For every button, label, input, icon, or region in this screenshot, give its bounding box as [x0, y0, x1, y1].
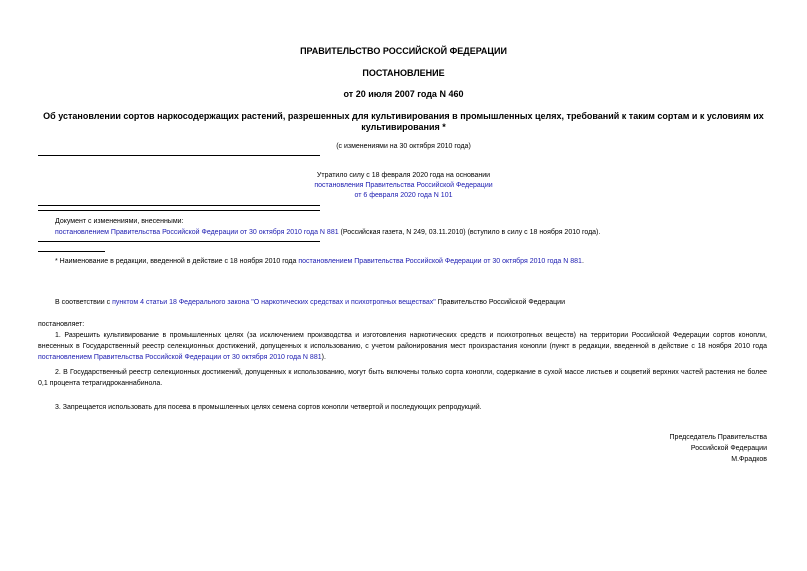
divider-4: [38, 241, 320, 242]
footnote-suffix: .: [581, 258, 584, 265]
changes-label: Документ с изменениями, внесенными:: [55, 218, 184, 225]
divider-3: [38, 210, 320, 211]
intro-suffix: Правительство Российской Федерации: [435, 299, 565, 306]
document-date: от 20 июля 2007 года N 460: [343, 89, 464, 99]
status-line: Утратило силу с 18 февраля 2020 года на основании: [316, 172, 491, 179]
footnote-link[interactable]: постановлением Правительства Российской Федерации от 30 октября 2010 года N 881: [298, 258, 582, 265]
footnote: [55, 256, 584, 267]
signature-block: [670, 432, 767, 465]
paragraph-1-suffix: ).: [321, 354, 326, 361]
paragraph-2: 2. В Государственный реестр селекционных достижений, допущенных к использованию, могут быть включены только сорта конопли, содержание в сухой массе листьев и соцветий верхних частей растения не более 0,1 процента тетрагидроканнабинола.: [38, 369, 767, 387]
authority-heading: ПРАВИТЕЛЬСТВО РОССИЙСКОЙ ФЕДЕРАЦИИ: [300, 46, 507, 56]
document-title: Об установлении сортов наркосодержащих растений, разрешенных для культивирования в промышленных целях, требований к таким сортам и к условиям их культивирования *: [43, 111, 764, 132]
law-link[interactable]: пунктом 4 статьи 18 Федерального закона "О наркотических средствах и психотропных веществах": [112, 299, 436, 306]
changes-line: [55, 227, 600, 238]
repeal-link-line2[interactable]: от 6 февраля 2020 года N 101: [354, 192, 453, 199]
footnote-divider: [38, 251, 105, 252]
divider-2: [38, 205, 320, 206]
intro-paragraph: [55, 297, 565, 308]
paragraph-1: [38, 330, 767, 363]
signature-country: Российской Федерации: [690, 445, 767, 452]
intro-prefix: В соответствии с: [55, 299, 113, 306]
paragraph-1-link[interactable]: постановлением Правительства Российской Федерации от 30 октября 2010 года N 881: [38, 354, 322, 361]
changes-link[interactable]: постановлением Правительства Российской Федерации от 30 октября 2010 года N 881: [55, 229, 339, 236]
decrees-word: постановляет:: [38, 321, 85, 328]
signature-name: М.Фрадков: [731, 456, 767, 463]
document-type: ПОСТАНОВЛЕНИЕ: [362, 68, 445, 78]
changes-tail: (Российская газета, N 249, 03.11.2010) (вступило в силу с 18 ноября 2010 года).: [338, 229, 601, 236]
paragraph-1-text: 1. Разрешить культивирование в промышленных целях (за исключением производства и изготовления наркотических средств и психотропных веществ) на территории Российской Федерации сортов конопли, внесенных в Государственный реестр селекционных достижений, допущенных к использованию, с учетом районирования мест произрастания конопли (пункт в редакции, введенной в действие с 18 ноября 2010 года: [38, 332, 767, 350]
signature-position: Председатель Правительства: [669, 434, 767, 441]
repeal-link-line1[interactable]: постановления Правительства Российской Федерации: [314, 182, 493, 189]
divider-1: [38, 155, 320, 156]
revision-note: (с изменениями на 30 октября 2010 года): [336, 143, 471, 150]
paragraph-3: 3. Запрещается использовать для посева в промышленных целях семена сортов конопли четвертой и последующих репродукций.: [55, 404, 482, 411]
footnote-prefix: * Наименование в редакции, введенной в действие с 18 ноября 2010 года: [55, 258, 299, 265]
